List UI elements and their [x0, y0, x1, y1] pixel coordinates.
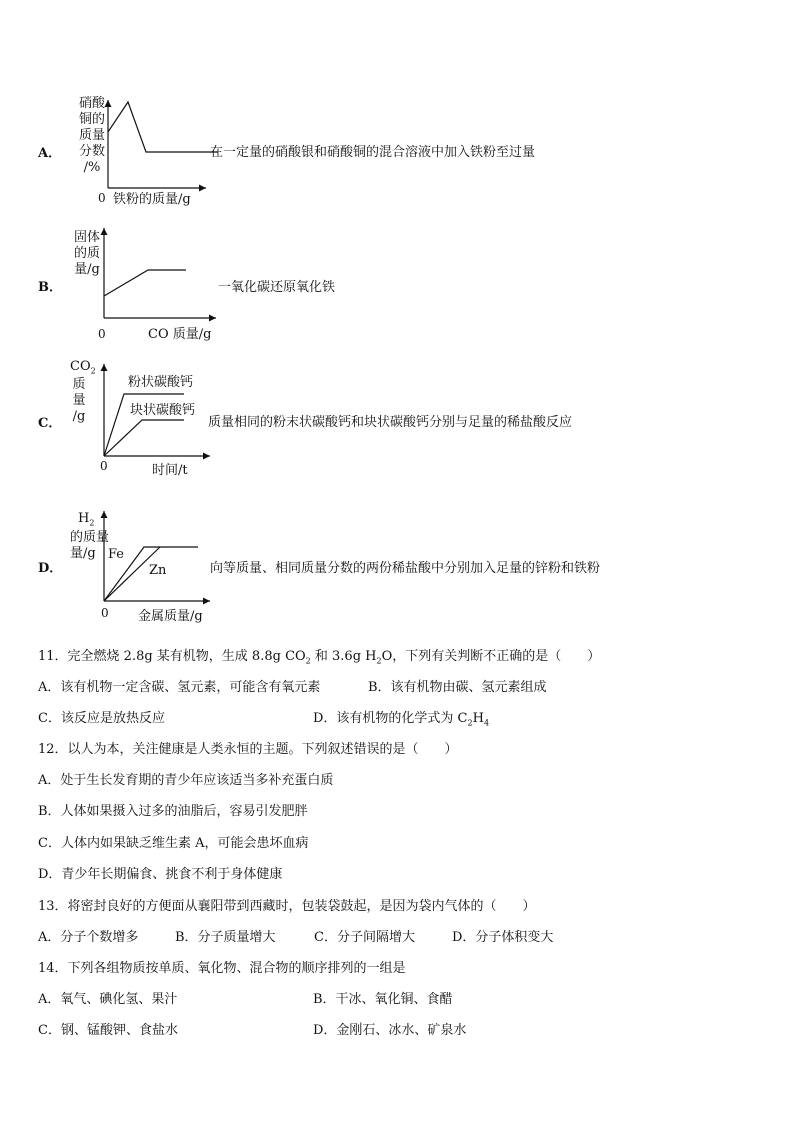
q11-option-d-pre: D．该有机物的化学式为 C [313, 711, 468, 726]
chart-d-fe-label: Fe [108, 547, 125, 562]
option-c-description: 质量相同的粉末状碳酸钙和块状碳酸钙分别与足量的稀盐酸反应 [208, 415, 573, 430]
q12-option-d: D．青少年长期偏食、挑食不利于身体健康 [38, 867, 283, 882]
q12-option-a: A．处于生长发育期的青少年应该适当多补充蛋白质 [38, 773, 334, 788]
question-13-stem: 13．将密封良好的方便面从襄阳带到西藏时，包装袋鼓起，是因为袋内气体的（ ） [38, 899, 536, 914]
q14-option-c: C．钢、锰酸钾、食盐水 [38, 1023, 178, 1038]
chart-b-origin: 0 [98, 327, 106, 341]
q11-sub1: 2 [305, 656, 311, 666]
q14-option-d: D．金刚石、冰水、矿泉水 [313, 1023, 467, 1038]
chart-b-ylabel-line: 固体 [73, 230, 100, 245]
chart-a-ylabel-line: 分数 [78, 144, 105, 159]
chart-b-ylabel-line: 的质 [73, 246, 100, 261]
chart-d-xlabel: 金属质量/g [138, 609, 203, 624]
q13-option-c: C．分子间隔增大 [314, 930, 415, 945]
chart-a-ylabel-line: 铜的 [78, 112, 105, 127]
chart-d-ylabel-line: 量/g [70, 546, 96, 561]
chart-b-xlabel: CO 质量/g [148, 327, 212, 342]
chart-c-ylabel-line: 量 [72, 393, 86, 408]
q13-option-a: A．分子个数增多 [38, 930, 139, 945]
option-a-description: 在一定量的硝酸银和硝酸铜的混合溶液中加入铁粉至过量 [210, 145, 536, 160]
q11-option-d-mid: H [472, 711, 484, 726]
chart-d-ylabel [70, 530, 109, 562]
chart-c-origin: 0 [100, 459, 108, 473]
q12-option-c: C．人体内如果缺乏维生素 A，可能会患坏血病 [38, 836, 309, 851]
q11-option-c: C．该反应是放热反应 [38, 711, 165, 726]
chart-a-ylabel [74, 96, 110, 176]
chart-c-block-label: 块状碳酸钙 [130, 403, 196, 418]
chart-c-ylabel-top-main: CO [70, 359, 91, 374]
chart-d-origin: 0 [101, 606, 109, 620]
chart-d-ylabel-top-main: H [78, 511, 90, 526]
chart-b-ylabel [70, 230, 104, 278]
option-a-letter: A． [38, 146, 62, 161]
option-b-letter: B． [38, 280, 62, 295]
q11-option-d [313, 707, 489, 728]
option-b-description: 一氧化碳还原氧化铁 [218, 280, 336, 295]
chart-d-ylabel-top [78, 511, 94, 532]
q14-option-a: A．氧气、碘化氢、果汁 [38, 992, 178, 1007]
chart-c-ylabel-line: /g [72, 409, 86, 424]
q11-option-d-sub2: 4 [483, 718, 490, 728]
q14-option-b: B．干冰、氧化铜、食醋 [313, 992, 453, 1007]
q13-option-b: B．分子质量增大 [175, 930, 276, 945]
q11-stem-pre: 11．完全燃烧 2.8g 某有机物，生成 8.8g CO [38, 649, 306, 664]
chart-c-ylabel-line: 质 [72, 377, 86, 392]
q13-option-d: D．分子体积变大 [452, 930, 554, 945]
chart-c-ylabel [72, 377, 86, 425]
option-d-letter: D． [38, 561, 63, 576]
chart-c-ylabel-top-sub: 2 [90, 366, 96, 376]
q11-option-d-sub1: 2 [467, 718, 473, 728]
chart-c-block-line [104, 420, 184, 456]
chart-a-ylabel-line: 质量 [78, 128, 105, 143]
chart-a-origin: 0 [98, 191, 106, 205]
option-c-letter: C． [38, 416, 62, 431]
chart-a-xlabel: 铁粉的质量/g [113, 192, 191, 207]
q11-stem-mid: 和 3.6g H [310, 649, 377, 664]
q12-option-b: B．人体如果摄入过多的油脂后，容易引发肥胖 [38, 804, 308, 819]
chart-d-ylabel-top-sub: 2 [89, 518, 95, 528]
chart-a-curve [108, 102, 218, 152]
question-14-stem: 14．下列各组物质按单质、氧化物、混合物的顺序排列的一组是 [38, 961, 406, 976]
q11-stem-post: O，下列有关判断不正确的是（ ） [381, 649, 601, 664]
chart-d-ylabel-line: 的质量 [70, 530, 110, 545]
option-d-description: 向等质量、相同质量分数的两份稀盐酸中分别加入足量的锌粉和铁粉 [210, 561, 601, 576]
chart-b-curve [104, 270, 186, 296]
question-12-stem: 12．以人为本，关注健康是人类永恒的主题。下列叙述错误的是（ ） [38, 742, 458, 757]
q11-option-b: B．该有机物由碳、氢元素组成 [368, 680, 547, 695]
chart-d-zn-label: Zn [149, 563, 167, 578]
q11-sub2: 2 [376, 656, 382, 666]
chart-a-ylabel-line: 硝酸 [78, 96, 105, 111]
question-11-stem [38, 645, 600, 666]
chart-b-ylabel-line: 量/g [74, 262, 100, 277]
q11-option-a: A．该有机物一定含碳、氢元素，可能含有氧元素 [38, 680, 321, 695]
chart-c-xlabel: 时间/t [152, 463, 188, 478]
chart-a-ylabel-line: /% [83, 160, 101, 175]
chart-c-powder-label: 粉状碳酸钙 [128, 375, 194, 390]
